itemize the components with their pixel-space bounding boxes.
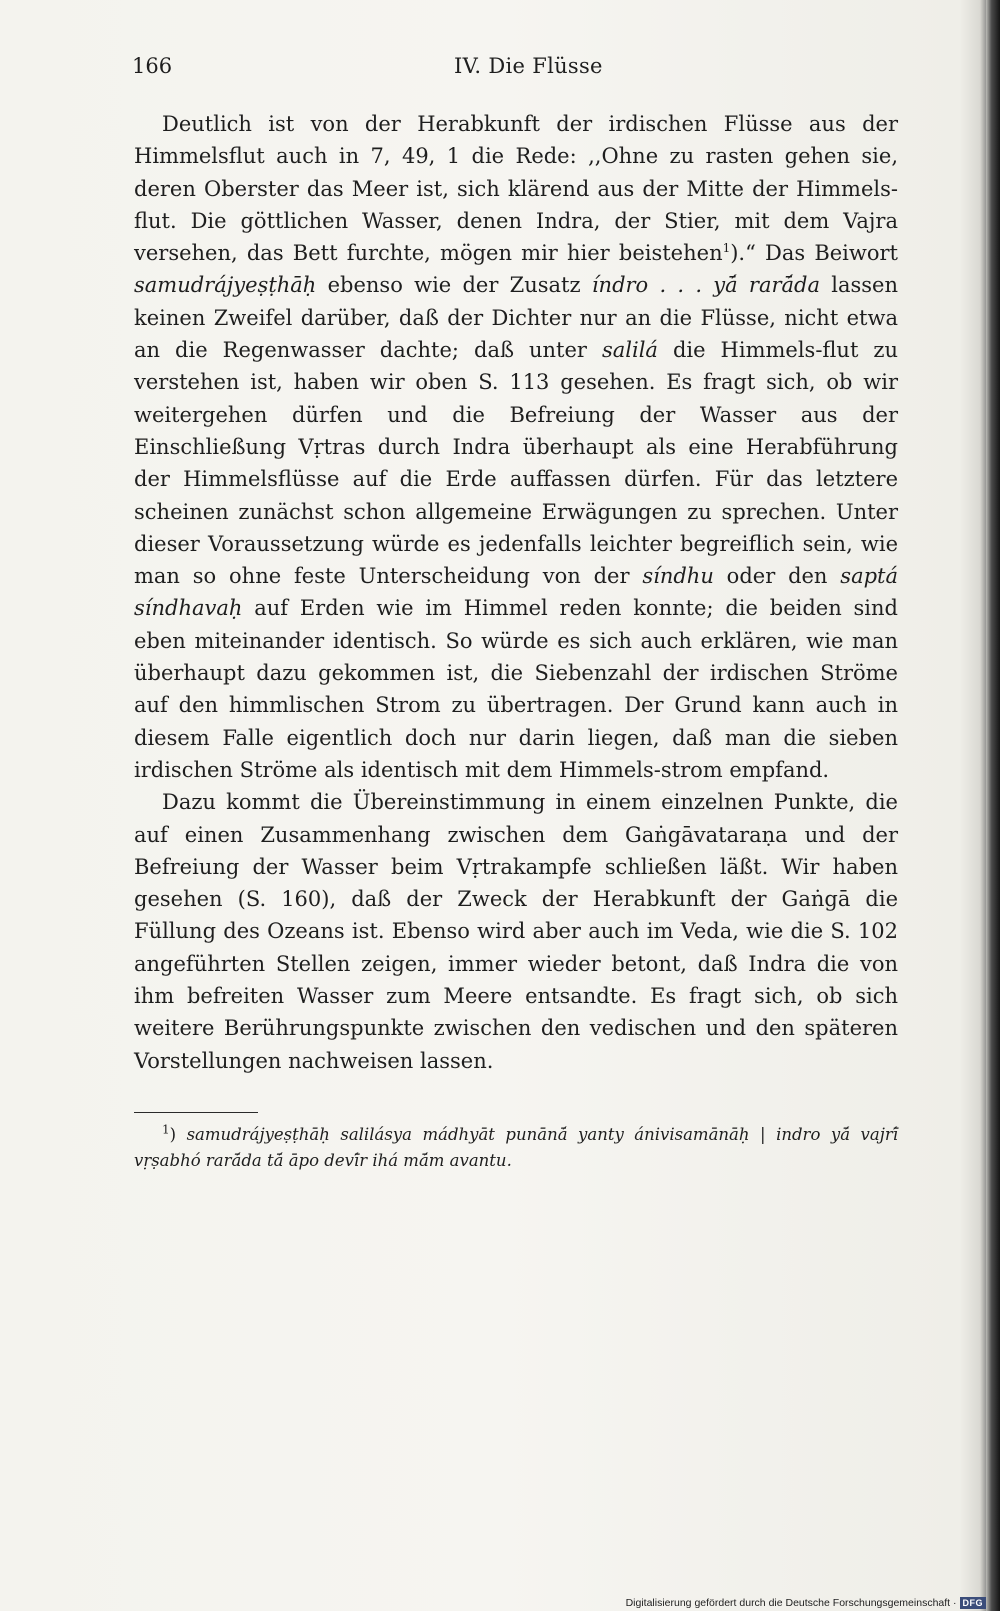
sanskrit-term: salilá (601, 338, 658, 363)
footnote-sanskrit-line-1: samudrájyeṣṭhāḥ salilásya mádhyāt punānā́ yanty ánivisamānāḥ (186, 1125, 750, 1144)
running-title: IV. Die Flüsse (454, 54, 603, 78)
body-text (134, 108, 898, 1077)
text-run: auf Erden wie im Himmel reden konnte; die beiden sind eben miteinander identisch. So würde es sich auch erklären, wie man überhaupt dazu gekommen ist, die Siebenzahl der irdischen Ströme auf den himmlischen Strom zu übertragen. Der Grund kann auch in diesem Falle eigentlich doch nur darin liegen, daß man die sieben irdischen Ströme als identisch mit dem Himmels-strom empfand. (134, 596, 898, 782)
scan-edge-shadow (986, 0, 1000, 1611)
footnote-separator: | (749, 1125, 777, 1144)
footnote-reference[interactable]: 1 (722, 241, 731, 256)
text-run: Deutlich ist von der Herabkunft der irdischen Flüsse aus der Himmelsflut auch in 7, 49, 1 die Rede: ,,Ohne zu rasten gehen sie, deren Oberster das Meer ist, sich klärend aus der Mitte der Himmels-flut. Die göttlichen Wasser, denen Indra, der Stier, mit dem Vajra versehen, das Bett furchte, mögen mir hier beistehen (134, 112, 898, 266)
page-number: 166 (132, 54, 173, 78)
text-run: die Himmels-flut zu verstehen ist, haben wir oben S. 113 gesehen. Es fragt sich, ob wir weitergehen dürfen und die Befreiung der Wasser aus der Einschließung Vṛtras durch Indra überhaupt als eine Herabführung der Himmelsflüsse auf die Erde auffassen dürfen. Für das letztere scheinen zunächst schon allgemeine Erwägungen zu sprechen. Unter dieser Voraussetzung würde es jedenfalls leichter begreiflich sein, wie man so ohne feste Unterscheidung von der (134, 338, 898, 589)
footnote-divider (134, 1112, 258, 1113)
sanskrit-term: saptá síndhavaḥ (134, 564, 898, 621)
sanskrit-term: samudrájyeṣṭhāḥ (134, 273, 317, 298)
footnote (134, 1122, 898, 1174)
dfg-logo-icon[interactable]: DFG (960, 1597, 987, 1609)
text-run: lassen keinen Zweifel darüber, daß der Dichter nur an die Flüsse, nicht etwa an die Regenwasser dachte; daß unter (134, 273, 899, 363)
paragraph-1 (134, 108, 898, 786)
page-header (132, 54, 900, 86)
text-run: oder den (713, 564, 841, 589)
paragraph-2: Dazu kommt die Übereinstimmung in einem einzelnen Punkte, die auf einen Zusammenhang zwischen dem Gaṅgāvataraṇa und der Befreiung der Wasser beim Vṛtrakampfe schließen läßt. Wir haben gesehen (S. 160), daß der Zweck der Herabkunft der Gaṅgā die Füllung des Ozeans ist. Ebenso wird aber auch im Veda, wie die S. 102 angeführten Stellen zeigen, immer wieder betont, daß Indra die von ihm befreiten Wasser zum Meere entsandte. Es fragt sich, ob sich weitere Berührungspunkte zwischen den vedischen und den späteren Vorstellungen nachweisen lassen. (134, 790, 898, 1073)
sanskrit-term: índro . . . yā́ rarā́da (591, 273, 820, 298)
text-run: ).“ Das Beiwort (730, 241, 898, 266)
text-run: ebenso wie der Zusatz (316, 273, 592, 298)
credit-text: Digitalisierung gefördert durch die Deutsche Forschungsgemeinschaft · (625, 1597, 957, 1609)
digitization-credit (626, 1597, 986, 1609)
footnote-marker-paren: ) (169, 1125, 177, 1144)
footnote-sanskrit-line-2: indro yā́ vajrī́ vṛṣabhó rarā́da tā́ āpo devī́r ihá mā́m avantu. (134, 1125, 898, 1170)
footnote-marker: 1 (162, 1122, 170, 1137)
sanskrit-term: síndhu (642, 564, 714, 589)
